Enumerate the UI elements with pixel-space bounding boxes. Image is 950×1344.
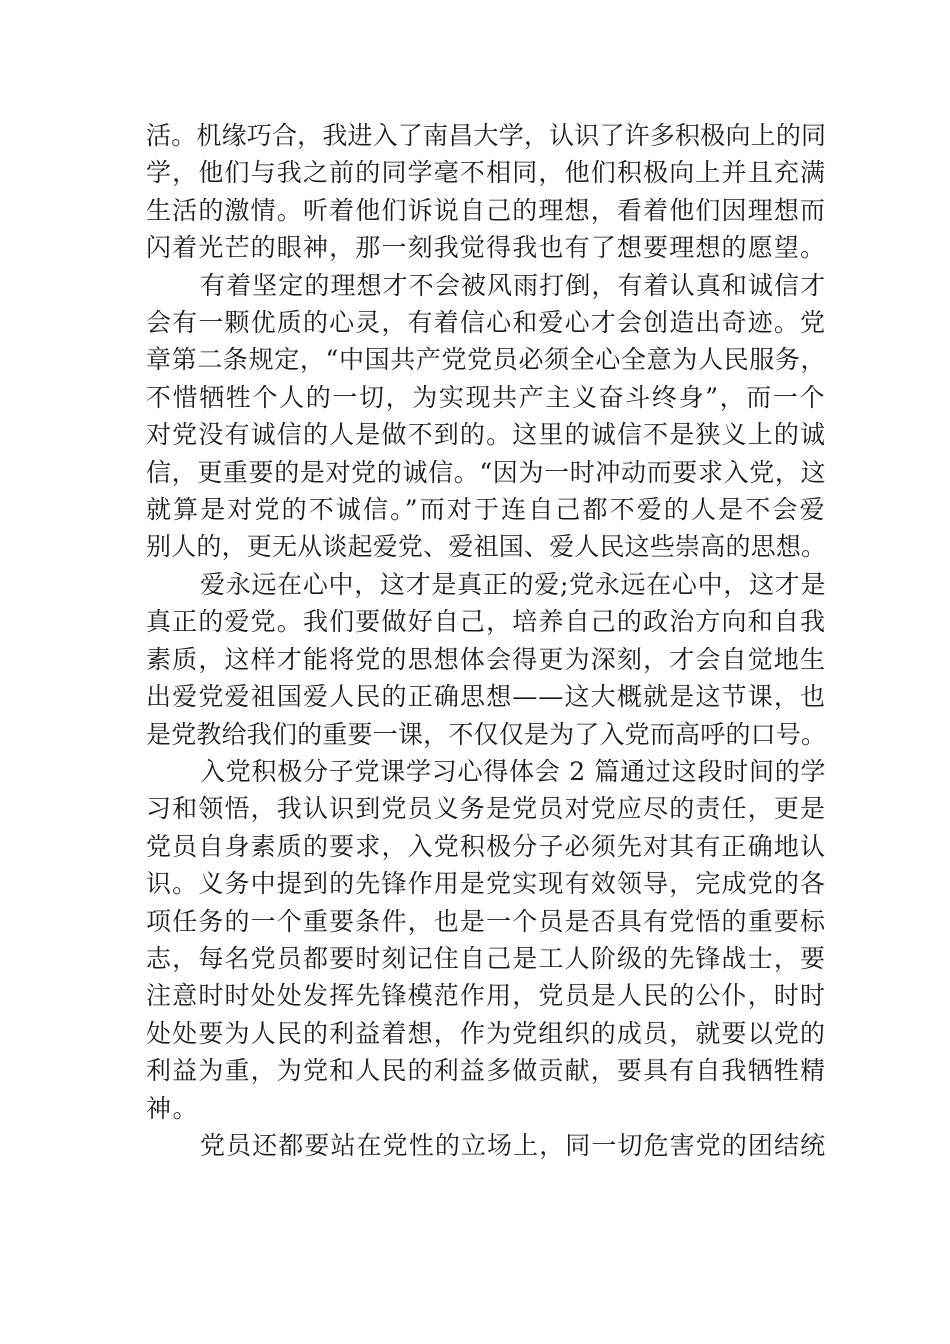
text-line: 党员还都要站在党性的立场上，同一切危害党的团结统 xyxy=(200,1130,826,1160)
text-line: 有着坚定的理想才不会被风雨打倒，有着认真和诚信才 xyxy=(200,270,826,300)
text-line: 对党没有诚信的人是做不到的。这里的诚信不是狭义上的诚 xyxy=(146,420,826,450)
paragraph-1 xyxy=(146,117,826,267)
text-line: 信，更重要的是对党的诚信。“因为一时冲动而要求入党，这 xyxy=(146,457,826,487)
paragraph-4 xyxy=(146,753,826,1127)
text-line: 注意时时处处发挥先锋模范作用，党员是人民的公仆，时时 xyxy=(146,981,826,1011)
text-line: 是党教给我们的重要一课，不仅仅是为了入党而高呼的口号。 xyxy=(146,719,826,749)
text-line: 会有一颗优质的心灵，有着信心和爱心才会创造出奇迹。党 xyxy=(146,308,826,338)
text-line: 生活的激情。听着他们诉说自己的理想，看着他们因理想而 xyxy=(146,195,826,225)
text-line: 项任务的一个重要条件，也是一个员是否具有党悟的重要标 xyxy=(146,906,826,936)
text-line: 习和领悟，我认识到党员义务是党员对党应尽的责任，更是 xyxy=(146,794,826,824)
paragraph-5 xyxy=(146,1127,826,1164)
text-line: 入党积极分子党课学习心得体会 2 篇通过这段时间的学 xyxy=(200,756,826,786)
paragraph-3 xyxy=(146,566,826,753)
text-line: 就算是对党的不诚信。”而对于连自己都不爱的人是不会爱 xyxy=(146,495,826,525)
text-line: 出爱党爱祖国爱人民的正确思想——这大概就是这节课，也 xyxy=(146,682,826,712)
text-line: 活。机缘巧合，我进入了南昌大学，认识了许多积极向上的同 xyxy=(146,121,826,150)
text-line: 党员自身素质的要求，入党积极分子必须先对其有正确地认 xyxy=(146,831,826,861)
text-line: 别人的，更无从谈起爱党、爱祖国、爱人民这些崇高的思想。 xyxy=(146,532,826,562)
text-line: 学，他们与我之前的同学毫不相同，他们积极向上并且充满 xyxy=(146,158,826,188)
text-line: 素质，这样才能将党的思想体会得更为深刻，才会自觉地生 xyxy=(146,644,826,674)
body-text xyxy=(146,117,826,1164)
text-line: 真正的爱党。我们要做好自己，培养自己的政治方向和自我 xyxy=(146,607,826,637)
text-line: 志，每名党员都要时刻记住自己是工人阶级的先锋战士，要 xyxy=(146,943,826,973)
text-line: 识。义务中提到的先锋作用是党实现有效领导，完成党的各 xyxy=(146,869,826,899)
text-line: 爱永远在心中，这才是真正的爱;党永远在心中，这才是 xyxy=(200,569,826,599)
text-line: 不惜牺牲个人的一切，为实现共产主义奋斗终身”，而一个 xyxy=(146,382,826,412)
text-line: 利益为重，为党和人民的利益多做贡献，要具有自我牺牲精 xyxy=(146,1056,826,1086)
text-line: 神。 xyxy=(146,1093,200,1123)
text-line: 处处要为人民的利益着想，作为党组织的成员，就要以党的 xyxy=(146,1018,826,1048)
paragraph-2 xyxy=(146,267,826,566)
text-line: 闪着光芒的眼神，那一刻我觉得我也有了想要理想的愿望。 xyxy=(146,233,826,263)
text-line: 章第二条规定，“中国共产党党员必须全心全意为人民服务， xyxy=(146,345,826,375)
